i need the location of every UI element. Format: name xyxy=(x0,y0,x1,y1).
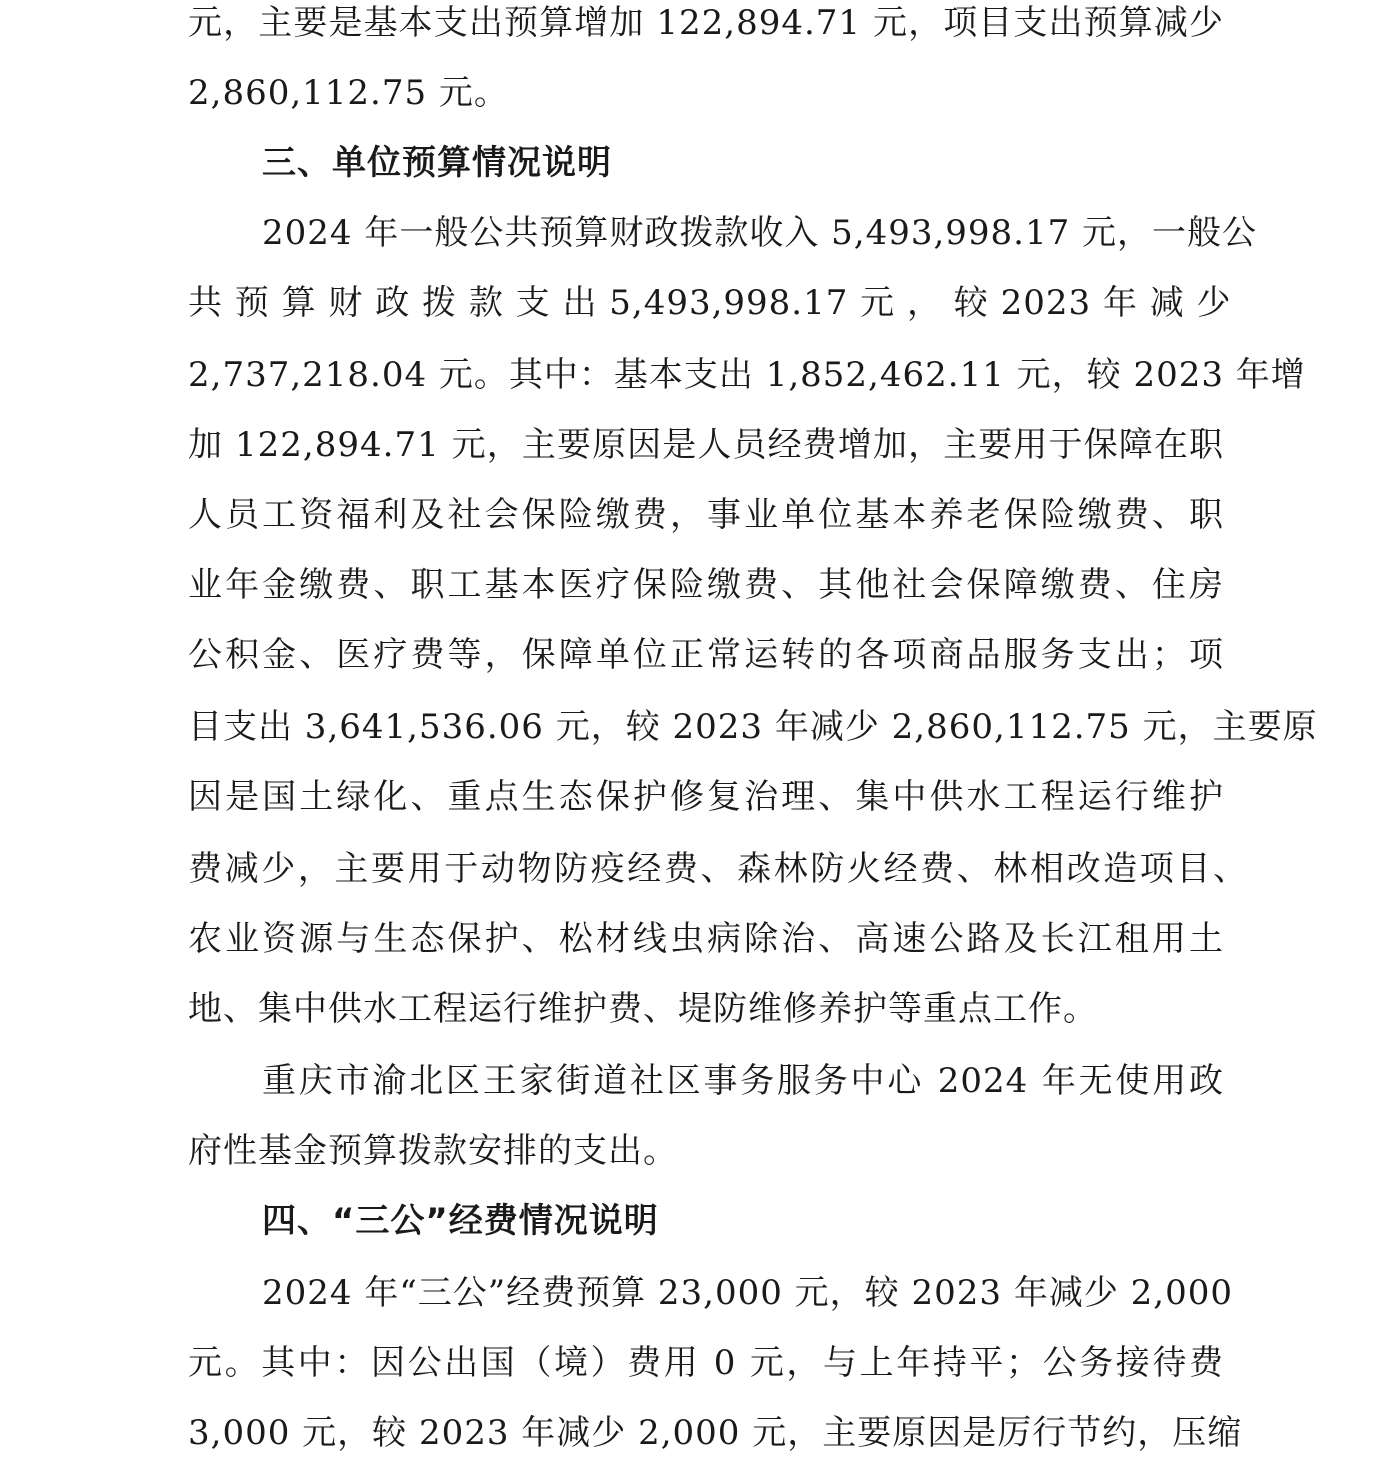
paragraph-line-3: 2024 年一般公共预算财政拨款收入 5,493,998.17 元，一般公 xyxy=(262,213,1258,253)
section-heading-three-public: 四、“三公”经费情况说明 xyxy=(262,1201,659,1241)
paragraph-line-15: 重庆市渝北区王家街道社区事务服务中心 2024 年无使用政 xyxy=(262,1061,1224,1101)
paragraph-line-13: 农业资源与生态保护、松材线虫病除治、高速公路及长江租用土 xyxy=(188,919,1224,959)
paragraph-line-18: 元。其中：因公出国（境）费用 0 元，与上年持平；公务接待费 xyxy=(188,1343,1224,1383)
paragraph-line-9: 公积金、医疗费等，保障单位正常运转的各项商品服务支出；项 xyxy=(188,635,1224,675)
paragraph-line-1: 元，主要是基本支出预算增加 122,894.71 元，项目支出预算减少 xyxy=(188,3,1224,43)
paragraph-line-4: 共 预 算 财 政 拨 款 支 出 5,493,998.17 元 ， 较 2023 年 减 少 xyxy=(188,283,1232,323)
section-heading-unit-budget: 三、单位预算情况说明 xyxy=(262,143,612,183)
paragraph-line-14: 地、集中供水工程运行维护费、堤防维修养护等重点工作。 xyxy=(188,989,1098,1029)
paragraph-line-8: 业年金缴费、职工基本医疗保险缴费、其他社会保障缴费、住房 xyxy=(188,565,1224,605)
paragraph-line-12: 费减少，主要用于动物防疫经费、森林防火经费、林相改造项目、 xyxy=(188,849,1248,889)
paragraph-line-5: 2,737,218.04 元。其中：基本支出 1,852,462.11 元，较 2023 年增 xyxy=(188,355,1306,395)
paragraph-line-19: 3,000 元，较 2023 年减少 2,000 元，主要原因是厉行节约，压缩 xyxy=(188,1413,1243,1453)
paragraph-line-17: 2024 年“三公”经费预算 23,000 元，较 2023 年减少 2,000 xyxy=(262,1273,1233,1313)
paragraph-line-6: 加 122,894.71 元，主要原因是人员经费增加，主要用于保障在职 xyxy=(188,425,1224,465)
paragraph-line-11: 因是国土绿化、重点生态保护修复治理、集中供水工程运行维护 xyxy=(188,777,1224,817)
paragraph-line-2: 2,860,112.75 元。 xyxy=(188,73,509,113)
paragraph-line-16: 府性基金预算拨款安排的支出。 xyxy=(188,1131,678,1171)
paragraph-line-10: 目支出 3,641,536.06 元，较 2023 年减少 2,860,112.75 元，主要原 xyxy=(188,707,1318,747)
paragraph-line-7: 人员工资福利及社会保险缴费，事业单位基本养老保险缴费、职 xyxy=(188,495,1224,535)
